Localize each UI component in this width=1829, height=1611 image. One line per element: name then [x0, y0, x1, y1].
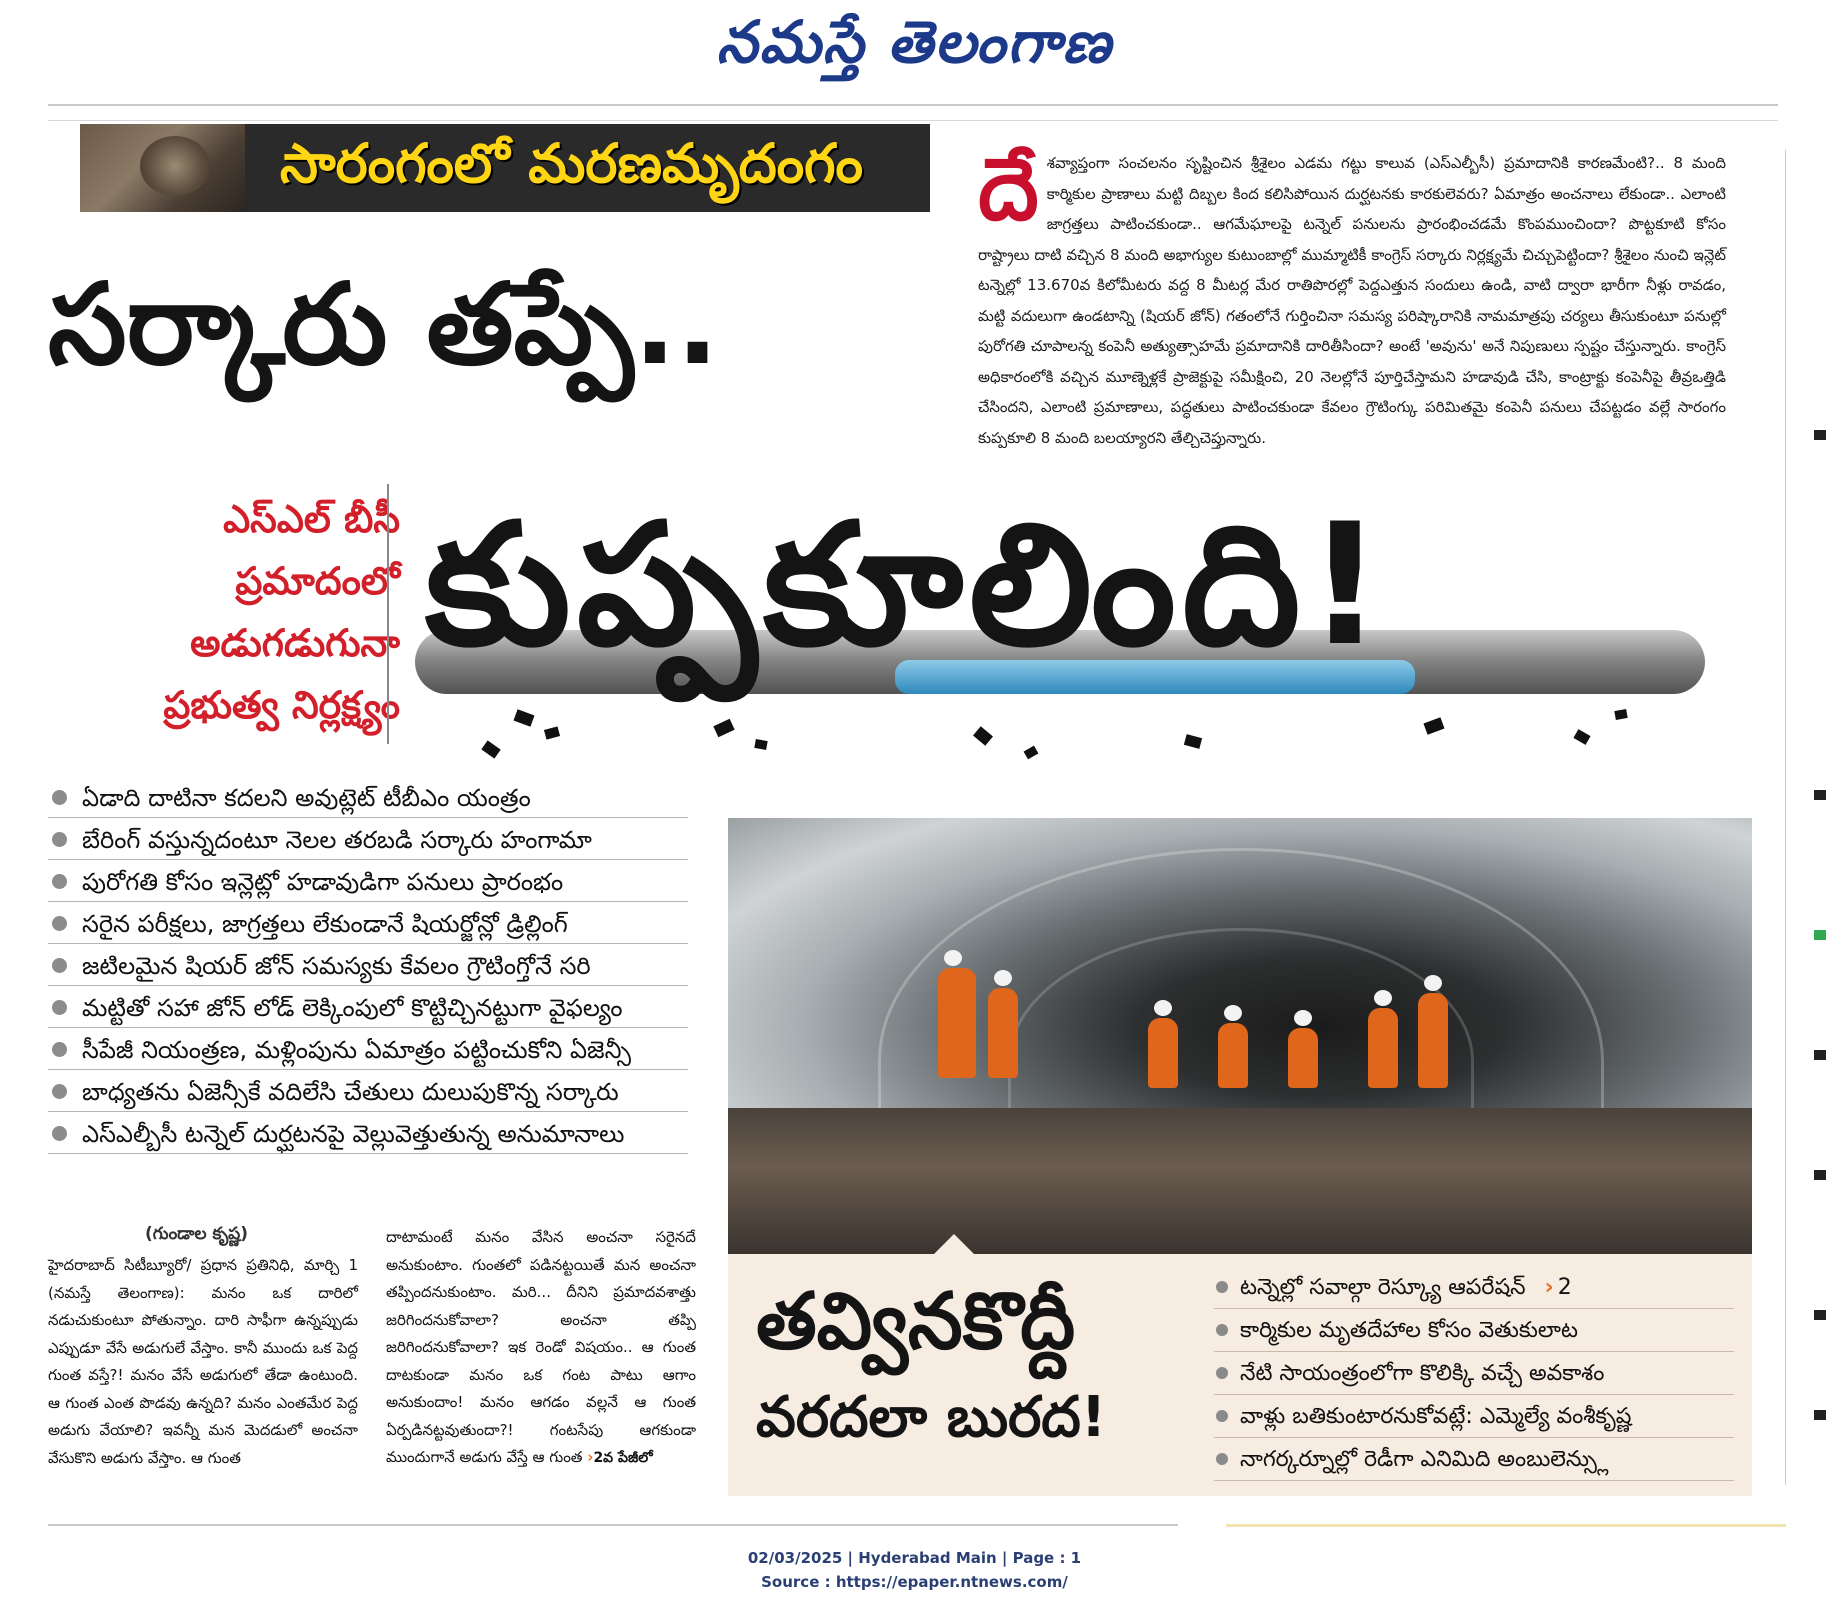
- debris-shard: [513, 709, 534, 726]
- rescue-worker: [1288, 1028, 1318, 1088]
- debris-shard: [1423, 717, 1444, 734]
- bullet-icon: [52, 958, 67, 973]
- debris-shard: [1614, 709, 1627, 720]
- bullet-icon: [52, 832, 67, 847]
- bullet-icon: [1216, 1281, 1228, 1293]
- newspaper-title: నమస్తే తెలంగాణ: [716, 8, 1113, 76]
- list-item: బేరింగ్ వస్తున్నదంటూ నెలల తరబడి సర్కారు హంగామా: [48, 818, 688, 860]
- edge-mark: [1814, 1050, 1826, 1060]
- debris-shard: [973, 726, 993, 745]
- kicker-band: [80, 124, 930, 212]
- bullet-icon: [1216, 1324, 1228, 1336]
- sub-story-panel: [728, 1254, 1752, 1496]
- bullet-icon: [1216, 1410, 1228, 1422]
- article-text: దాటామంటే మనం వేసిన అంచనా సరైనదే అనుకుంటాం. గుంతలో పడినట్టయితే మన అంచనా తప్పిందనుకుంటాం. మరి... దీనిని ప్రమాదవశాత్తు జరిగిందనుకోవాలా? అంచనా తప్పి జరిగిందనుకోవాలా? ఇక రెండో విషయం.. ఆ గుంత దాటకుండా మనం ఒక గంట పాటు ఆగాం అనుకుందాం! మనం ఆగడం వల్లనే ఆ గుంత ఏర్పడినట్టవుతుందా?! గంటసేపు ఆగకుండా ముందుగానే అడుగు వేస్తే ఆ గుంత: [386, 1228, 696, 1466]
- edge-mark: [1814, 1170, 1826, 1180]
- bullet-icon: [52, 916, 67, 931]
- kicker-thumbnail-image: [80, 124, 245, 212]
- continued-on-link[interactable]: 2వ పేజీలో: [593, 1450, 653, 1466]
- debris-shard: [544, 726, 560, 739]
- list-item: బాధ్యతను ఏజెన్సీకే వదిలేసి చేతులు దులుపుకొన్న సర్కారు: [48, 1070, 688, 1112]
- kicker-text: సారంగంలో మరణమృదంగం: [280, 132, 864, 195]
- list-item: వాళ్లు బతికుంటారనుకోవట్లే: ఎమ్మెల్యే వంశీకృష్ణ: [1214, 1395, 1734, 1438]
- rescue-worker: [1368, 1008, 1398, 1088]
- edge-mark: [1814, 1410, 1826, 1420]
- banner-headline-graphic: [415, 460, 1745, 760]
- edition-info: 02/03/2025 | Hyderabad Main | Page : 1: [747, 1549, 1082, 1567]
- tunnel-rescue-photo: [728, 818, 1752, 1254]
- divider: [48, 120, 1778, 121]
- list-item: నేటి సాయంత్రంలోగా కొలిక్కి వచ్చే అవకాశం: [1214, 1352, 1734, 1395]
- rescue-worker: [988, 988, 1018, 1078]
- rescue-worker: [1148, 1018, 1178, 1088]
- divider: [387, 484, 389, 744]
- masthead: [0, 0, 1829, 100]
- list-item: టన్నెల్లో సవాల్గా రెస్క్యూ ఆపరేషన్ › 2: [1214, 1266, 1734, 1309]
- intro-paragraph: [978, 140, 1726, 450]
- sub-story-list: [1214, 1266, 1734, 1481]
- edge-mark: [1814, 790, 1826, 800]
- edge-mark: [1814, 930, 1826, 940]
- side-kicker-line: ప్రమాదంలో: [235, 559, 400, 603]
- bullet-icon: [52, 790, 67, 805]
- list-item: మట్టితో సహా జోన్ లోడ్ లెక్కింపులో కొట్టిచ్చినట్టుగా వైఫల్యం: [48, 986, 688, 1028]
- edge-mark: [1814, 430, 1826, 440]
- side-kicker-line: ఎస్ఎల్ బీసీ: [223, 497, 400, 541]
- divider: [48, 104, 1778, 106]
- bullet-icon: [52, 1042, 67, 1057]
- rescue-worker: [1218, 1023, 1248, 1088]
- bullet-icon: [52, 1084, 67, 1099]
- sub-headline: తవ్వినకొద్దీ: [756, 1277, 1076, 1367]
- side-kicker-line: అడుగడుగునా: [190, 621, 400, 665]
- divider: [48, 1524, 1178, 1526]
- debris-shard: [1573, 729, 1590, 745]
- list-item: సీపేజీ నియంత్రణ, మళ్లింపును ఏమాత్రం పట్టించుకోని ఏజెన్సీ: [48, 1028, 688, 1070]
- divider: [1785, 150, 1786, 1485]
- side-kicker-line: ప్రభుత్వ నిర్లక్ష్యం: [163, 683, 400, 727]
- list-item: ఏడాది దాటినా కదలని అవుట్లెట్ టీబీఎం యంత్రం: [48, 776, 688, 818]
- main-headline: సర్కారు తప్పే..: [48, 260, 719, 390]
- rescue-worker: [1418, 993, 1448, 1088]
- debris-floor: [728, 1108, 1752, 1254]
- bullet-icon: [52, 1126, 67, 1141]
- list-item: పురోగతి కోసం ఇన్లెట్లో హడావుడిగా పనులు ప్రారంభం: [48, 860, 688, 902]
- list-item: సరైన పరీక్షలు, జాగ్రత్తలు లేకుండానే షియర్జోన్లో డ్రిల్లింగ్: [48, 902, 688, 944]
- list-item: నాగర్కర్నూల్లో రెడీగా ఎనిమిది అంబులెన్స్లు: [1214, 1438, 1734, 1481]
- key-points-list: [48, 776, 688, 1154]
- sub-headline-secondary: వరదలా బురద!: [756, 1385, 1107, 1450]
- intro-text: శవ్యాప్తంగా సంచలనం సృష్టించిన శ్రీశైలం ఎడమ గట్టు కాలువ (ఎస్ఎల్బీసీ) ప్రమాదానికి కారణమేంటి?.. 8 మంది కార్మికుల ప్రాణాలు మట్టి దిబ్బల కింద కలిసిపోయిన దుర్ఘటనకు కారకులెవరు? ఏమాత్రం అంచనాలు లేకుండా.. ఎలాంటి జాగ్రత్తలు పాటించకుండా.. ఆగమేఘాలపై టన్నెల్ పనులను ప్రారంభించడమే కొంపముంచిందా? పొట్టకూటి కోసం రాష్ట్రాలు దాటి వచ్చిన 8 మంది అభాగ్యుల కుటుంబాల్లో ముమ్మాటికీ కాంగ్రెస్ సర్కారు నిర్లక్ష్యమే చిచ్చుపెట్టిందా? శ్రీశైలం నుంచి ఇన్లెట్ టన్నెల్లో 13.670వ కిలోమీటరు వద్ద 8 మీటర్ల మేర రాతిపొరల్లో పెద్దఎత్తున సందులు ఉండి, వాటి ద్వారా భారీగా నీళ్లు రావడం, మట్టి వదులుగా ఉండటాన్ని (షియర్ జోన్) గతంలోనే గుర్తించినా సమస్య పరిష్కారానికి నామమాత్రపు చర్యలు తీసుకుంటూ పనుల్లో పురోగతి చూపాలన్న కంపెనీ అత్యుత్సాహమే ప్రమాదానికి దారితీసిందా? అంటే 'అవును' అనే నిపుణులు స్పష్టం చేస్తున్నారు. కాంగ్రెస్ అధికారంలోకి వచ్చిన మూణ్నెళ్లకే ప్రాజెక్టుపై సమీక్షించి, 20 నెలల్లోనే పూర్తిచేస్తామని హడావుడి చేసి, కాంట్రాక్టు కంపెనీపై తీవ్రఒత్తిడి చేసిందని, ఎలాంటి ప్రమాణాలు, పద్ధతులు పాటించకుండా కేవలం గ్రౌటింగ్కు పరిమితమై కంపెనీ పనులు చేపట్టడం వల్లే సారంగం కుప్పకూలి 8 మంది బలయ్యారని తేల్చిచెప్తున్నారు.: [978, 154, 1726, 447]
- byline: (గుండాల కృష్ణ): [145, 1224, 249, 1244]
- rescue-worker: [938, 968, 976, 1078]
- page-footer: [0, 1546, 1829, 1594]
- bullet-icon: [52, 1000, 67, 1015]
- list-item: కార్మికుల మృతదేహాల కోసం వెతుకులాట: [1214, 1309, 1734, 1352]
- page-reference-number: 2: [1557, 1275, 1572, 1300]
- caption-pointer: [934, 1234, 974, 1254]
- side-kicker: [100, 488, 400, 736]
- edge-mark: [1814, 1310, 1826, 1320]
- adjacent-page-edge: [1812, 150, 1829, 1490]
- drop-cap: దే: [978, 140, 1039, 240]
- list-item: ఎస్ఎల్బీసీ టన్నెల్ దుర్ఘటనపై వెల్లువెత్తుతున్న అనుమానాలు: [48, 1112, 688, 1154]
- page-reference-arrow-icon: ›: [1544, 1275, 1554, 1300]
- bullet-icon: [1216, 1367, 1228, 1379]
- debris-shard: [1024, 746, 1039, 760]
- banner-headline: కుప్పకూలింది!: [425, 487, 1390, 683]
- debris-shard: [713, 719, 734, 737]
- debris-shard: [1184, 734, 1202, 749]
- article-column-2: [386, 1224, 696, 1473]
- divider: [1226, 1524, 1786, 1527]
- article-column-1: హైదరాబాద్ సిటీబ్యూరో/ ప్రధాన ప్రతినిధి, మార్చి 1 (నమస్తే తెలంగాణ): మనం ఒక దారిలో నడుచుకుంటూ పోతున్నాం. దారి సాఫీగా ఉన్నప్పుడు ఎప్పుడూ వేసే అడుగులే వేస్తాం. కానీ ముందు ఒక పెద్ద గుంత వస్తే?! మనం వేసే అడుగులో తేడా ఉంటుంది. ఆ గుంత ఎంత పొడవు ఉన్నది? మనం ఎంతమేర పెద్ద అడుగు వేయాలి? ఇవన్నీ మన మెదడులో అంచనా వేసుకొని అడుగు వేస్తాం. ఆ గుంత: [48, 1256, 358, 1467]
- continued-arrow-icon: ›: [587, 1448, 594, 1466]
- debris-shard: [754, 739, 767, 750]
- source-link[interactable]: Source : https://epaper.ntnews.com/: [761, 1573, 1068, 1591]
- list-item: జటిలమైన షియర్ జోన్ సమస్యకు కేవలం గ్రౌటింగ్తోనే సరి: [48, 944, 688, 986]
- debris-shard: [481, 740, 500, 758]
- bullet-icon: [1216, 1453, 1228, 1465]
- bullet-icon: [52, 874, 67, 889]
